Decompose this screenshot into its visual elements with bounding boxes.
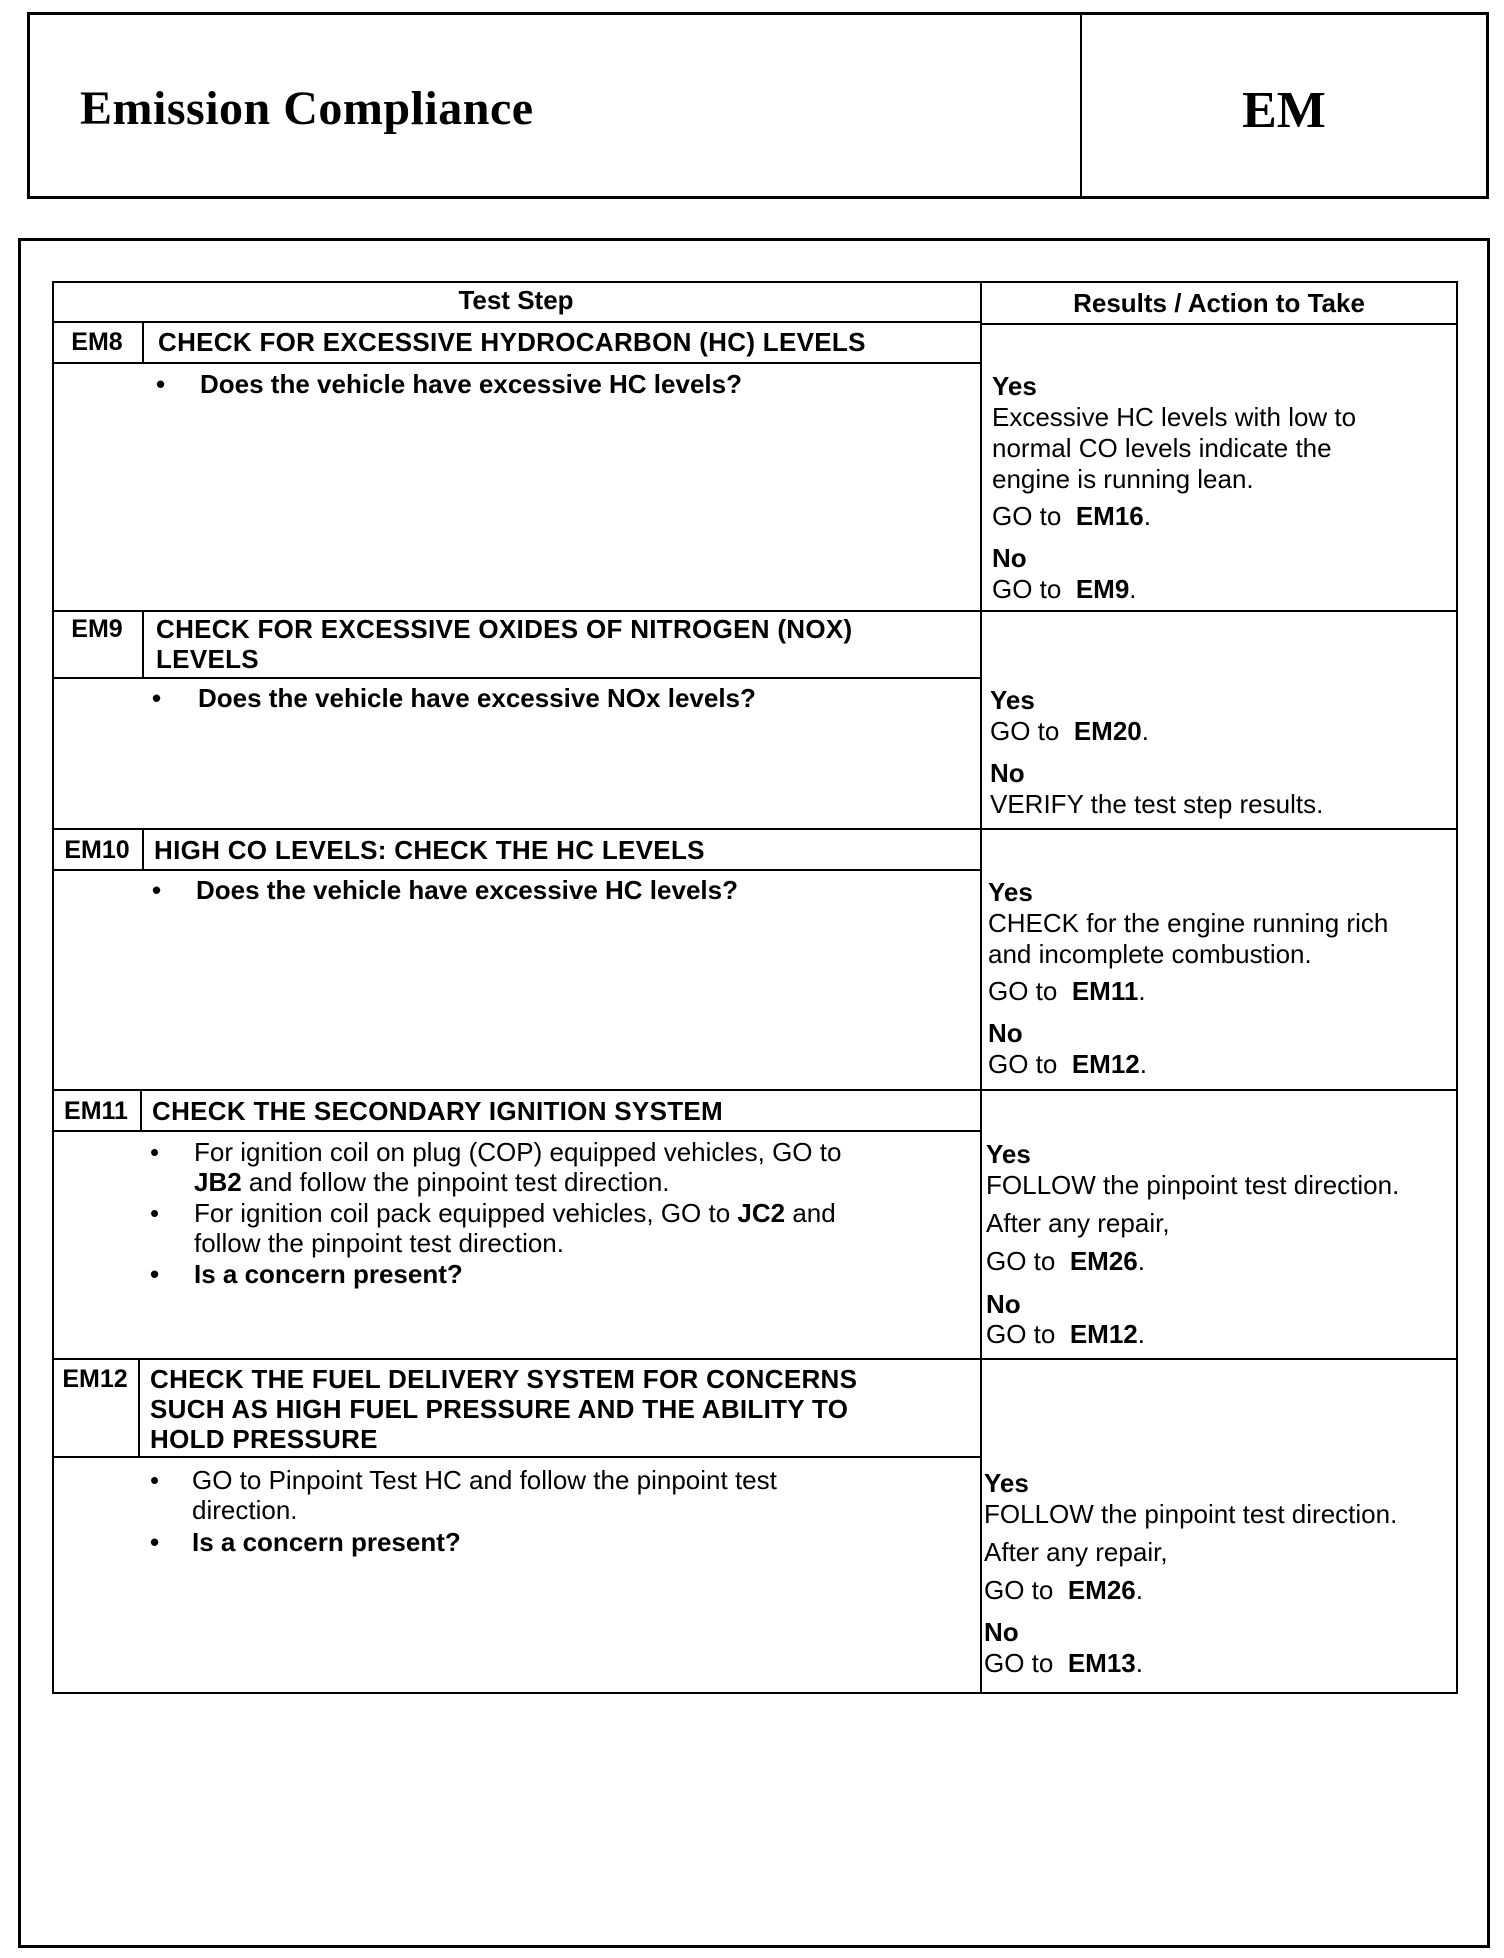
result-yes-label: Yes xyxy=(986,1139,1031,1169)
row-rule xyxy=(52,828,1458,830)
col-header-test-step: Test Step xyxy=(458,285,574,315)
step-title: LEVELS xyxy=(156,644,259,674)
step-title: CHECK FOR EXCESSIVE OXIDES OF NITROGEN (NOX) xyxy=(156,614,853,644)
step-instruction: follow the pinpoint test direction. xyxy=(194,1228,564,1258)
step-title: HOLD PRESSURE xyxy=(150,1424,378,1454)
result-yes-text: Excessive HC levels with low to xyxy=(992,402,1357,432)
result-no-label: No xyxy=(988,1018,1023,1048)
table-border-left xyxy=(52,281,54,1694)
id-divider xyxy=(138,1360,140,1457)
row-rule xyxy=(52,1358,1458,1360)
goto-target: EM9 xyxy=(1075,574,1130,604)
step-reference: JC2 xyxy=(737,1198,786,1228)
goto-target: EM26 xyxy=(1069,1246,1138,1276)
title-rule xyxy=(52,1130,980,1132)
table-border-top xyxy=(52,281,1458,283)
step-id: EM12 xyxy=(62,1365,128,1393)
bullet-dot: • xyxy=(150,1465,160,1495)
title-rule xyxy=(52,362,980,364)
bullet-dot: • xyxy=(152,875,162,905)
title-rule xyxy=(52,1456,980,1458)
result-no-goto: GO to EM13. xyxy=(984,1648,1143,1678)
result-yes-goto: GO to EM20. xyxy=(990,716,1149,746)
col-header-results: Results / Action to Take xyxy=(1073,288,1365,318)
test-step-table xyxy=(52,281,1458,1694)
goto-target: EM20 xyxy=(1073,716,1142,746)
result-no-label: No xyxy=(984,1617,1019,1647)
result-yes-text: engine is running lean. xyxy=(992,464,1254,494)
id-divider xyxy=(140,1091,142,1131)
goto-target: EM16 xyxy=(1075,501,1144,531)
result-yes-goto: GO to EM16. xyxy=(992,501,1151,531)
result-yes-text: normal CO levels indicate the xyxy=(992,433,1332,463)
header-rule-left xyxy=(52,321,980,323)
result-yes-text: CHECK for the engine running rich xyxy=(988,908,1389,938)
step-instruction: GO to Pinpoint Test HC and follow the pinpoint test xyxy=(192,1465,777,1495)
step-question: Does the vehicle have excessive HC levels? xyxy=(200,369,742,399)
step-instruction: direction. xyxy=(192,1495,298,1525)
bullet-dot: • xyxy=(150,1259,160,1289)
step-question: Is a concern present? xyxy=(192,1527,461,1557)
bullet-dot: • xyxy=(156,369,166,399)
row-rule xyxy=(52,1089,1458,1091)
step-instruction: For ignition coil pack equipped vehicles, GO to JC2 and xyxy=(194,1198,836,1228)
result-no-label: No xyxy=(990,758,1025,788)
step-question: Does the vehicle have excessive NOx levels? xyxy=(198,683,756,713)
step-title: HIGH CO LEVELS: CHECK THE HC LEVELS xyxy=(154,835,705,865)
result-no-goto: GO to EM9. xyxy=(992,574,1137,604)
result-yes-text: FOLLOW the pinpoint test direction. xyxy=(984,1499,1398,1529)
step-title: CHECK THE SECONDARY IGNITION SYSTEM xyxy=(152,1096,723,1126)
title-rule xyxy=(52,869,980,871)
bullet-dot: • xyxy=(152,683,162,713)
step-question: Does the vehicle have excessive HC levels? xyxy=(196,875,738,905)
column-divider xyxy=(980,281,982,1694)
result-no-goto: GO to EM12. xyxy=(988,1049,1147,1079)
result-no-label: No xyxy=(992,543,1027,573)
step-title: CHECK THE FUEL DELIVERY SYSTEM FOR CONCERNS xyxy=(150,1364,858,1394)
page-header xyxy=(27,12,1489,199)
result-yes-text: After any repair, xyxy=(986,1208,1170,1238)
id-divider xyxy=(142,323,144,363)
result-yes-goto: GO to EM11. xyxy=(988,976,1146,1006)
goto-target: EM26 xyxy=(1067,1575,1136,1605)
step-instruction: For ignition coil on plug (COP) equipped vehicles, GO to xyxy=(194,1137,842,1167)
step-reference: JB2 xyxy=(194,1167,242,1197)
bullet-dot: • xyxy=(150,1527,160,1557)
step-id: EM9 xyxy=(71,615,123,643)
goto-target: EM11 xyxy=(1071,976,1139,1006)
header-rule-right xyxy=(980,323,1458,325)
result-yes-label: Yes xyxy=(990,685,1035,715)
step-question: Is a concern present? xyxy=(194,1259,463,1289)
step-title: SUCH AS HIGH FUEL PRESSURE AND THE ABILITY TO xyxy=(150,1394,849,1424)
id-divider xyxy=(142,830,144,870)
result-yes-text: After any repair, xyxy=(984,1537,1168,1567)
page-title: Emission Compliance xyxy=(80,82,534,135)
step-id: EM10 xyxy=(64,836,130,864)
result-no-text: VERIFY the test step results. xyxy=(990,789,1324,819)
table-border-right xyxy=(1456,281,1458,1694)
result-yes-label: Yes xyxy=(984,1468,1029,1498)
result-no-goto: GO to EM12. xyxy=(986,1319,1145,1349)
goto-target: EM12 xyxy=(1071,1049,1140,1079)
result-yes-label: Yes xyxy=(992,371,1037,401)
goto-target: EM12 xyxy=(1069,1319,1138,1349)
result-no-label: No xyxy=(986,1289,1021,1319)
result-yes-label: Yes xyxy=(988,877,1033,907)
title-rule xyxy=(52,677,980,679)
result-yes-text: FOLLOW the pinpoint test direction. xyxy=(986,1170,1400,1200)
goto-target: EM13 xyxy=(1067,1648,1136,1678)
id-divider xyxy=(142,612,144,678)
step-title: CHECK FOR EXCESSIVE HYDROCARBON (HC) LEVELS xyxy=(158,327,866,357)
step-id: EM11 xyxy=(64,1097,128,1125)
bullet-dot: • xyxy=(150,1137,160,1167)
table-border-bottom xyxy=(52,1692,1458,1694)
row-rule xyxy=(52,610,1458,612)
result-yes-goto: GO to EM26. xyxy=(984,1575,1143,1605)
section-code: EM xyxy=(1242,82,1326,139)
result-yes-goto: GO to EM26. xyxy=(986,1246,1145,1276)
result-yes-text: and incomplete combustion. xyxy=(988,939,1312,969)
step-id: EM8 xyxy=(71,328,123,356)
step-instruction: JB2 and follow the pinpoint test direction. xyxy=(194,1167,670,1197)
bullet-dot: • xyxy=(150,1198,160,1228)
